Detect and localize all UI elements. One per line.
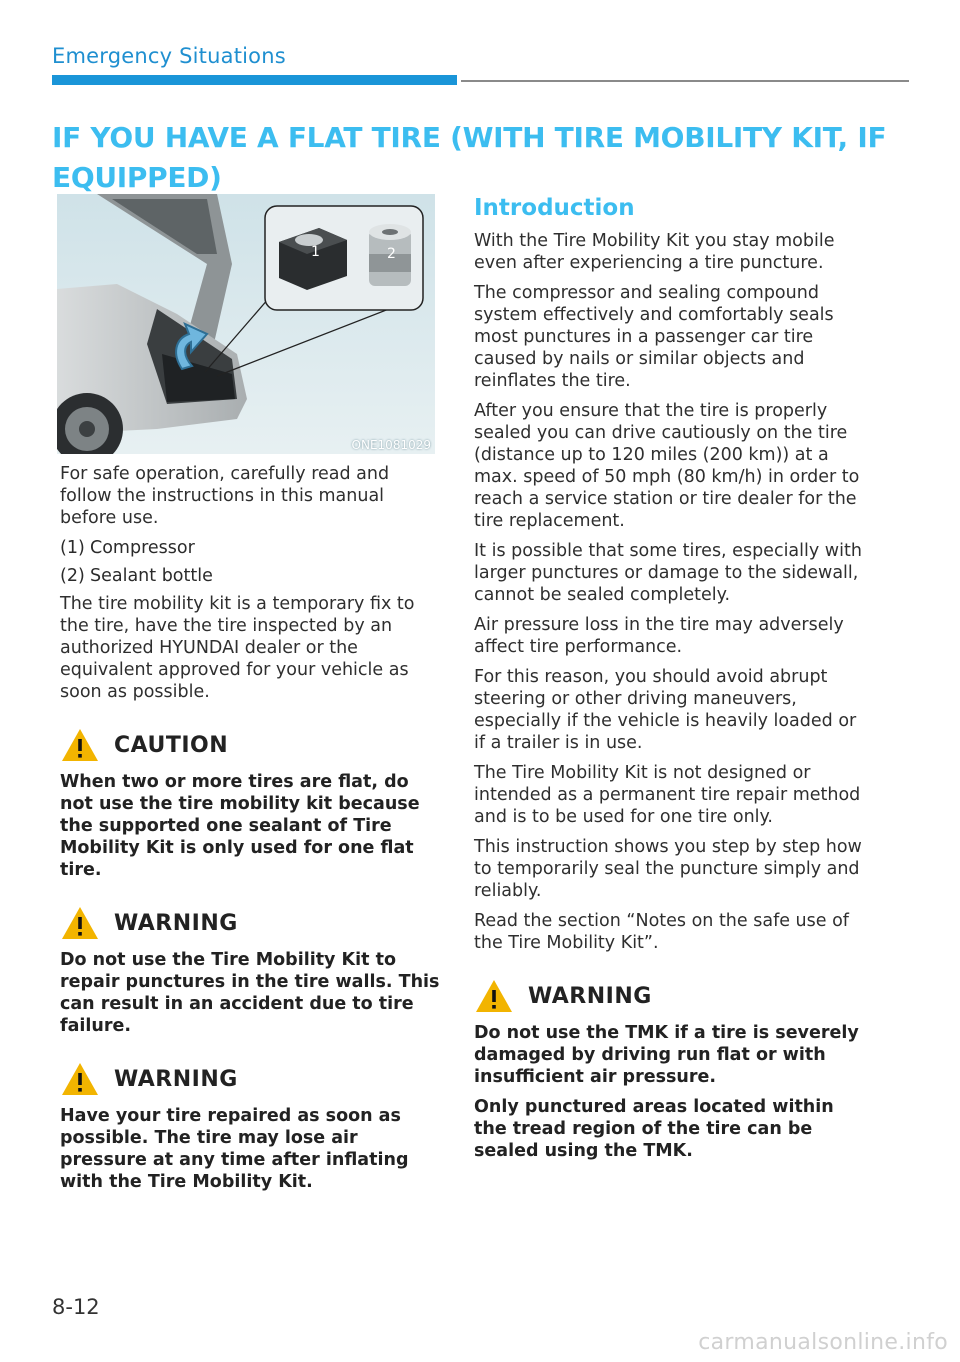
callout-1: 1 (311, 244, 320, 260)
body-paragraph: For this reason, you should avoid abrupt steering or other driving maneuvers, especially if the vehicle is heavily loaded or if a trailer is in use. (474, 667, 857, 753)
list-item (60, 565, 445, 587)
body-paragraph: It is possible that some tires, especially with larger punctures or damage to the sidewall, cannot be sealed completely. (474, 541, 862, 605)
list-number: (1) (60, 538, 85, 558)
warning-header (474, 976, 864, 1016)
warning-text: Do not use the Tire Mobility Kit to repair punctures in the tire walls. This can result in an accident due to tire failure. (60, 950, 440, 1036)
warning-text: Have your tire repaired as soon as possible. The tire may lose air pressure at any time after inflating with the Tire Mobility Kit. (60, 1106, 409, 1192)
body-paragraph: The Tire Mobility Kit is not designed or intended as a permanent tire repair method and is to be used for one tire only. (474, 763, 861, 827)
warning-text: Do not use the TMK if a tire is severely damaged by driving run flat or with insufficient air pressure. (474, 1023, 859, 1087)
callout-2: 2 (387, 246, 396, 262)
caution-box (60, 725, 445, 881)
caution-text: When two or more tires are flat, do not use the tire mobility kit because the supported one sealant of Tire Mobility Kit is only used for one flat tire. (60, 772, 420, 880)
list-number: (2) (60, 566, 85, 586)
list-item (60, 537, 445, 559)
warning-triangle-icon (60, 905, 100, 941)
intro-paragraph: For safe operation, carefully read and follow the instructions in this manual before use. (60, 464, 390, 528)
body-paragraph: Air pressure loss in the tire may adversely affect tire performance. (474, 615, 844, 657)
page-title: IF YOU HAVE A FLAT TIRE (WITH TIRE MOBILITY KIT, IF EQUIPPED) (52, 121, 887, 194)
caution-header (60, 725, 445, 765)
header-rule (461, 80, 909, 82)
warning-header (60, 1059, 445, 1099)
right-column (474, 194, 864, 1170)
warning-triangle-icon (60, 727, 100, 763)
body-paragraph: With the Tire Mobility Kit you stay mobile even after experiencing a tire puncture. (474, 231, 835, 273)
figure-tire-mobility-kit (57, 194, 435, 454)
left-column (60, 463, 445, 1201)
body-paragraph: This instruction shows you step by step how to temporarily seal the puncture simply and reliably. (474, 837, 862, 901)
page-number: 8-12 (52, 1295, 100, 1319)
warning-header (60, 903, 445, 943)
figure-code: ONE1081029 (351, 438, 431, 452)
warning-box (60, 1059, 445, 1193)
warning-label: WARNING (528, 983, 652, 1009)
watermark: carmanualsonline.info (698, 1330, 948, 1355)
caution-label: CAUTION (114, 732, 229, 758)
list-text: Compressor (90, 538, 195, 558)
warning-label: WARNING (114, 910, 238, 936)
body-paragraph: After you ensure that the tire is properly sealed you can drive cautiously on the tire (distance up to 120 miles (200 km)) at a max. speed of 50 mph (80 km/h) in order to reach a service station or tire dealer for the tire replacement. (474, 401, 860, 531)
list-text: Sealant bottle (90, 566, 213, 586)
warning-text: Only punctured areas located within the tread region of the tire can be sealed using the TMK. (474, 1097, 834, 1161)
temporary-fix-paragraph: The tire mobility kit is a temporary fix to the tire, have the tire inspected by an authorized HYUNDAI dealer or the equivalent approved for your vehicle as soon as possible. (60, 594, 415, 702)
body-paragraph: The compressor and sealing compound system effectively and comfortably seals most punctures in a passenger car tire caused by nails or similar objects and reinflates the tire. (474, 283, 834, 391)
warning-triangle-icon (474, 978, 514, 1014)
introduction-heading: Introduction (474, 195, 635, 221)
body-paragraph: Read the section “Notes on the safe use of the Tire Mobility Kit”. (474, 911, 849, 953)
warning-label: WARNING (114, 1066, 238, 1092)
figure-illustration (57, 194, 435, 454)
warning-box (60, 903, 445, 1037)
warning-box (474, 976, 864, 1162)
header-rule-accent (52, 75, 457, 85)
section-header: Emergency Situations (52, 44, 286, 68)
warning-triangle-icon (60, 1061, 100, 1097)
